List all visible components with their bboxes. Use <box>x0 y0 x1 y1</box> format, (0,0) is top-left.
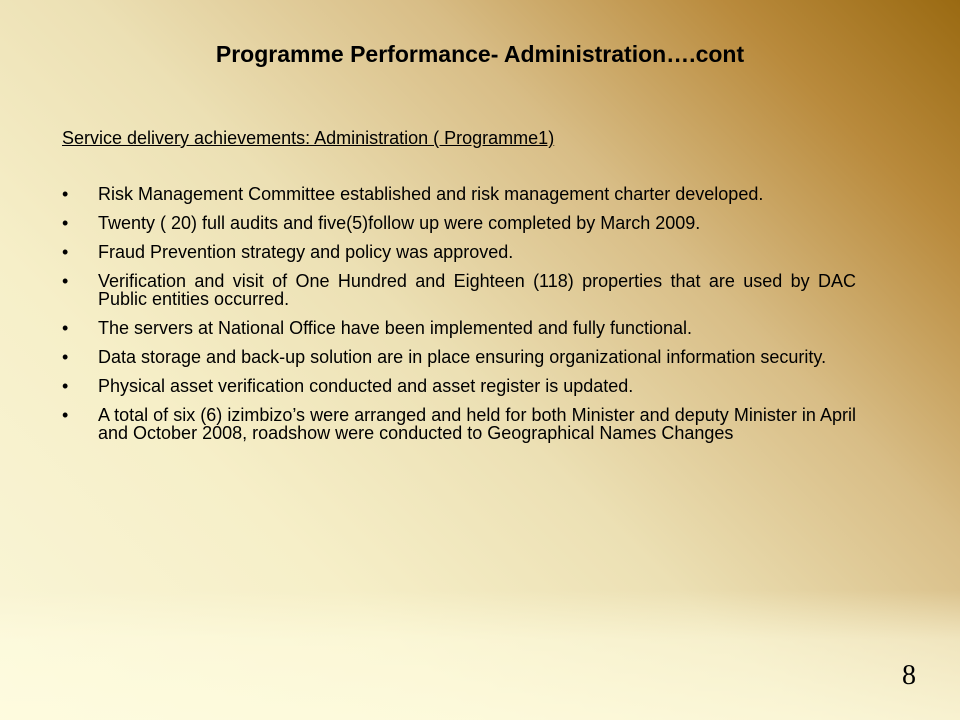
bullet-text: Fraud Prevention strategy and policy was approved. <box>98 242 514 262</box>
bullet-text: Physical asset verification conducted and asset register is updated. <box>98 376 634 396</box>
section-subtitle: Service delivery achievements: Administration ( Programme1) <box>62 128 555 148</box>
bullet-icon: • <box>62 376 69 396</box>
bullet-icon: • <box>62 347 69 367</box>
bullet-icon: • <box>62 271 69 291</box>
bullet-list <box>62 185 856 453</box>
bullet-text: Risk Management Committee established and risk management charter developed. <box>98 184 764 204</box>
bullet-text: The servers at National Office have been implemented and fully functional. <box>98 318 692 338</box>
page-number: 8 <box>902 660 916 691</box>
bullet-item <box>62 272 856 308</box>
bullet-icon: • <box>62 318 69 338</box>
bullet-item <box>62 377 856 395</box>
bullet-item <box>62 348 856 366</box>
bullet-icon: • <box>62 242 69 262</box>
bullet-item <box>62 319 856 337</box>
slide-title: Programme Performance- Administration….cont <box>215 41 745 67</box>
bullet-item <box>62 243 856 261</box>
bullet-text: Verification and visit of One Hundred and Eighteen (118) properties that are used by DAC Public entities occurred. <box>98 271 856 309</box>
bullet-icon: • <box>62 213 69 233</box>
bullet-icon: • <box>62 184 69 204</box>
bullet-text: Data storage and back-up solution are in place ensuring organizational information security. <box>98 347 827 367</box>
bullet-text: Twenty ( 20) full audits and five(5)follow up were completed by March 2009. <box>98 213 701 233</box>
bullet-item <box>62 406 856 442</box>
bullet-item <box>62 185 856 203</box>
bullet-icon: • <box>62 405 69 425</box>
bullet-item <box>62 214 856 232</box>
bullet-text: A total of six (6) izimbizo’s were arranged and held for both Minister and deputy Minister in April and October 2008, roadshow were conducted to Geographical Names Changes <box>98 405 856 443</box>
